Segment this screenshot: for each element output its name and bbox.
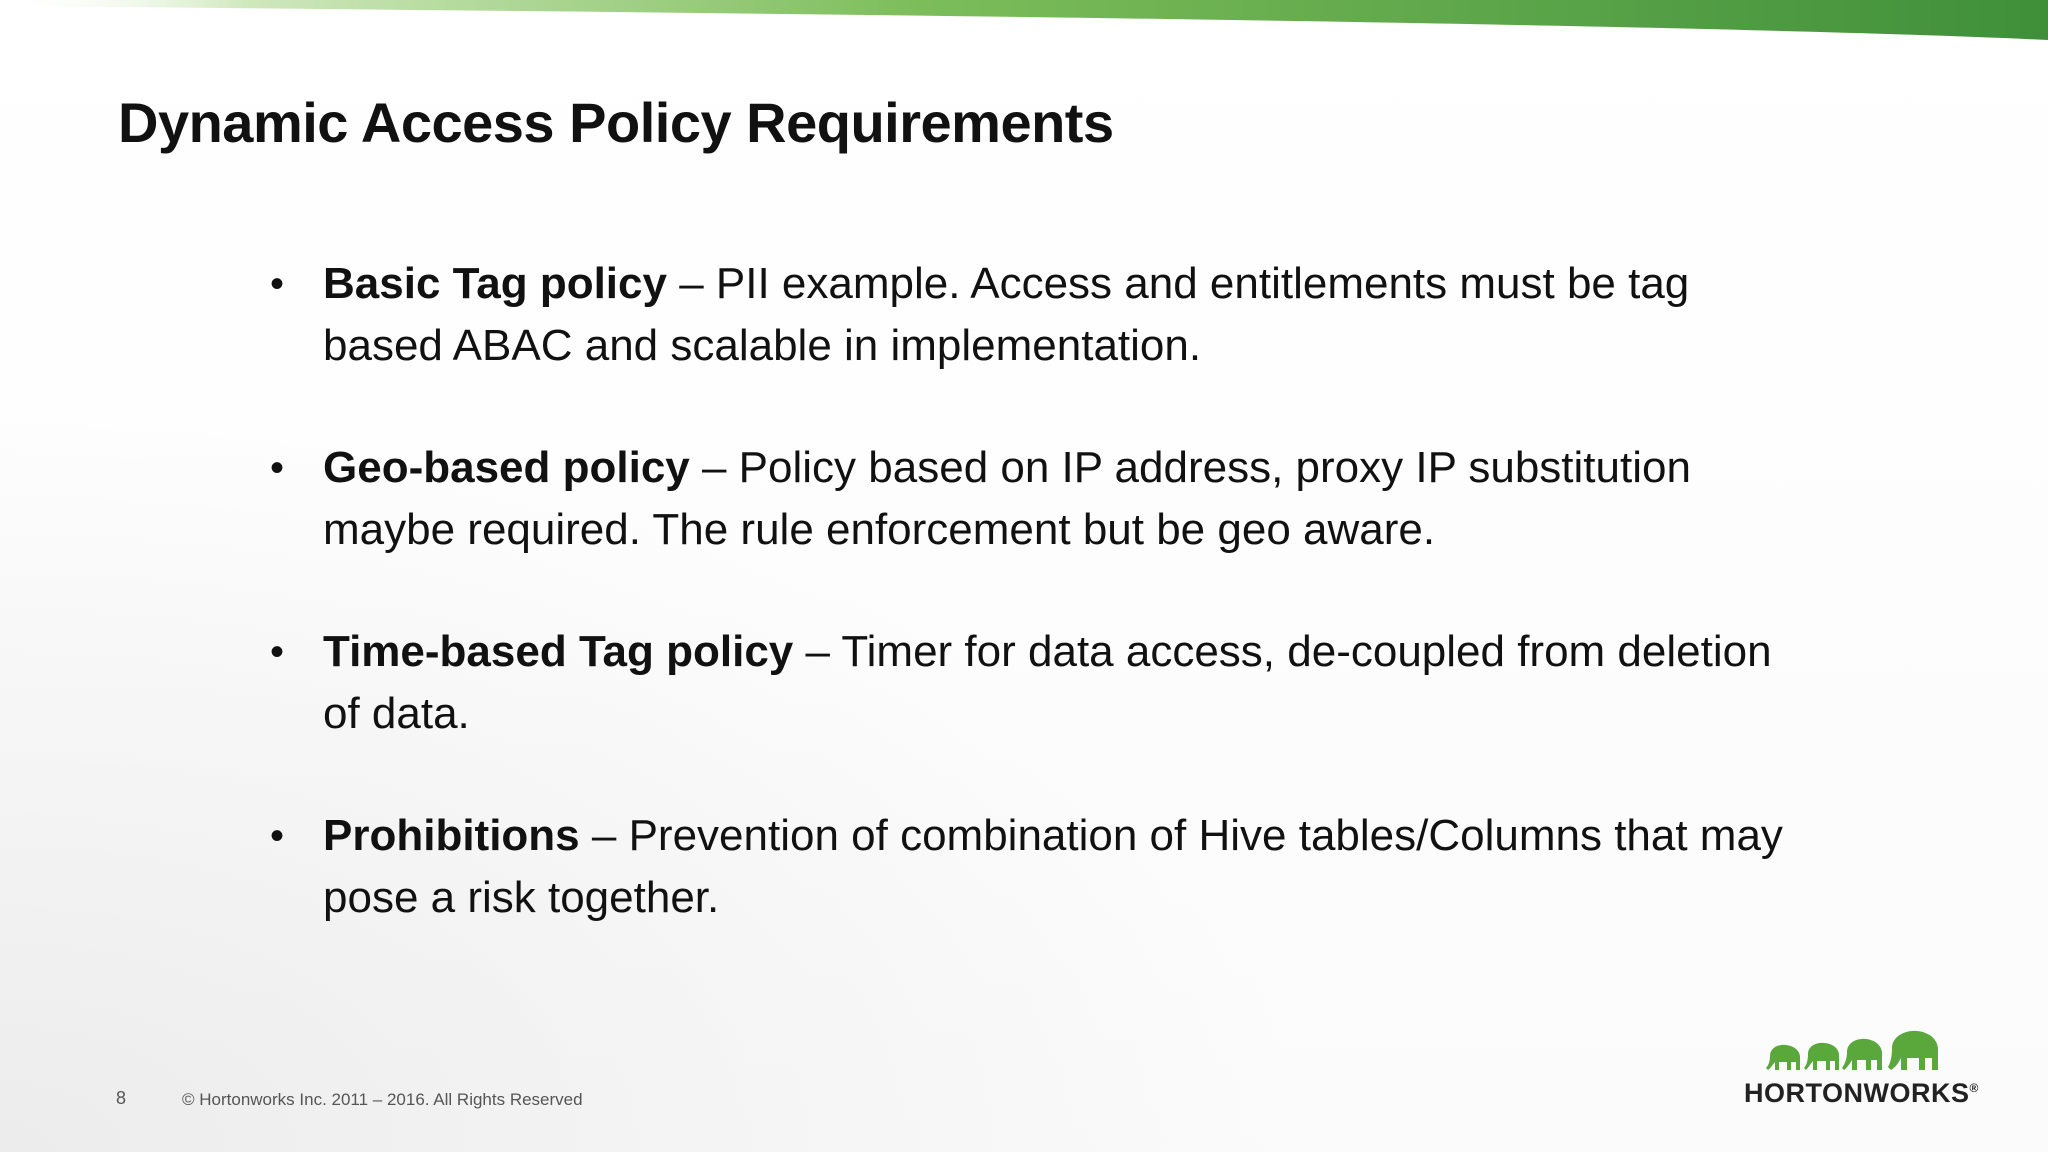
slide-title: Dynamic Access Policy Requirements [118,91,1114,154]
bullet-dot: • [270,814,285,858]
bullet-item [270,253,1790,377]
bullet-item [270,621,1790,745]
bullet-lead: Prohibitions [323,811,580,860]
bullet-dot: • [270,630,285,674]
bullet-text: – Prevention of combination of Hive tables/Columns that may pose a risk together. [323,811,1783,922]
logo-wordmark: HORTONWORKS® [1744,1078,1979,1108]
elephants-logo-icon [1744,1026,1964,1078]
bullet-lead: Time-based Tag policy [323,627,794,676]
page-number: 8 [116,1088,127,1108]
bullet-dot: • [270,446,285,490]
top-accent-bar [0,0,2048,40]
bullet-lead: Basic Tag policy [323,259,667,308]
bullet-text: – Policy based on IP address, proxy IP substitution maybe required. The rule enforcement but be geo aware. [323,443,1691,554]
bullet-text: – PII example. Access and entitlements must be tag based ABAC and scalable in implementation. [323,259,1690,370]
hortonworks-logo [1744,1026,1979,1116]
copyright-text: © Hortonworks Inc. 2011 – 2016. All Rights Reserved [182,1090,583,1109]
bullet-lead: Geo-based policy [323,443,690,492]
bullet-text: – Timer for data access, de-coupled from deletion of data. [323,627,1772,738]
bullet-dot: • [270,262,285,306]
bullet-item [270,805,1790,929]
bullet-list [270,253,1790,989]
bullet-item [270,437,1790,561]
